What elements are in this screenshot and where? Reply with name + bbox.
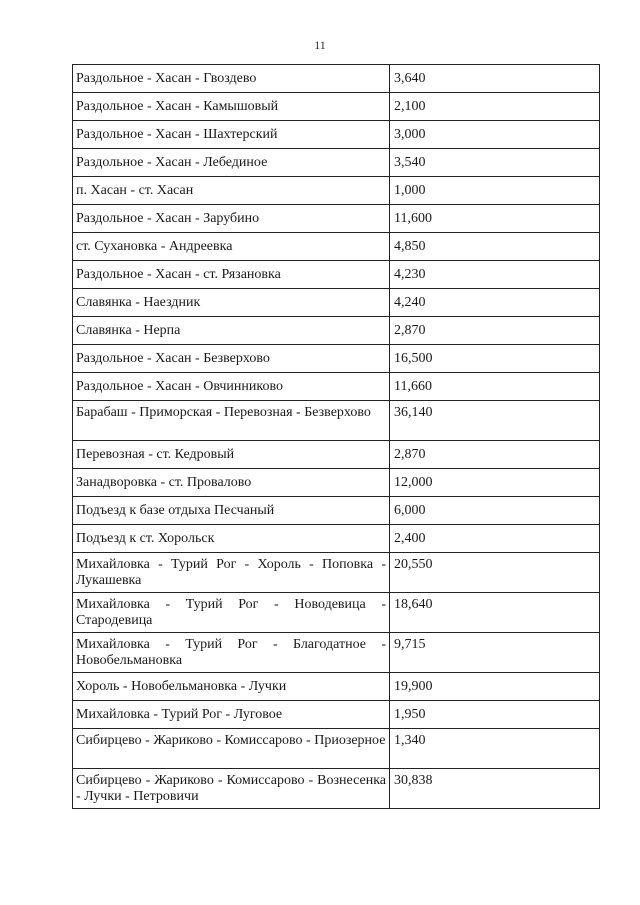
road-name-cell: п. Хасан - ст. Хасан — [73, 177, 390, 205]
road-name-cell: Перевозная - ст. Кедровый — [73, 441, 390, 469]
road-length-cell: 4,240 — [390, 289, 600, 317]
road-length-cell: 4,230 — [390, 261, 600, 289]
table-row — [73, 205, 600, 233]
road-length-cell: 19,900 — [390, 673, 600, 701]
road-length-cell: 18,640 — [390, 593, 600, 633]
road-name-cell: Подъезд к базе отдыха Песчаный — [73, 497, 390, 525]
table-row — [73, 497, 600, 525]
road-name-cell: Славянка - Наездник — [73, 289, 390, 317]
road-length-cell: 9,715 — [390, 633, 600, 673]
road-name-cell: Сибирцево - Жариково - Комиссарово - Приозерное — [73, 729, 390, 769]
road-length-cell: 12,000 — [390, 469, 600, 497]
road-name-cell: Барабаш - Приморская - Перевозная - Безверхово — [73, 401, 390, 441]
table-row — [73, 633, 600, 673]
table-row — [73, 673, 600, 701]
road-name-cell: Раздольное - Хасан - Камышовый — [73, 93, 390, 121]
road-name-cell: Сибирцево - Жариково - Комиссарово - Вознесенка - Лучки - Петровичи — [73, 769, 390, 809]
table-row — [73, 317, 600, 345]
road-length-cell: 1,340 — [390, 729, 600, 769]
table-row — [73, 441, 600, 469]
road-length-cell: 2,870 — [390, 441, 600, 469]
road-name-cell: Славянка - Нерпа — [73, 317, 390, 345]
road-length-cell: 11,660 — [390, 373, 600, 401]
road-length-cell: 3,640 — [390, 65, 600, 93]
road-name-cell: Подъезд к ст. Хорольск — [73, 525, 390, 553]
road-length-cell: 2,100 — [390, 93, 600, 121]
table-row — [73, 289, 600, 317]
road-name-cell: Раздольное - Хасан - Лебединое — [73, 149, 390, 177]
road-name-cell: Раздольное - Хасан - Овчинниково — [73, 373, 390, 401]
road-name-cell: Михайловка - Турий Рог - Благодатное - Новобельмановка — [73, 633, 390, 673]
road-length-cell: 36,140 — [390, 401, 600, 441]
road-name-cell: Раздольное - Хасан - Гвоздево — [73, 65, 390, 93]
road-length-cell: 2,870 — [390, 317, 600, 345]
page-number: 11 — [314, 38, 326, 52]
table-row — [73, 553, 600, 593]
road-length-cell: 3,000 — [390, 121, 600, 149]
road-length-cell: 6,000 — [390, 497, 600, 525]
road-name-cell: Михайловка - Турий Рог - Луговое — [73, 701, 390, 729]
road-name-cell: Хороль - Новобельмановка - Лучки — [73, 673, 390, 701]
table-row — [73, 177, 600, 205]
road-name-cell: Раздольное - Хасан - Зарубино — [73, 205, 390, 233]
road-name-cell: Михайловка - Турий Рог - Хороль - Поповка - Лукашевка — [73, 553, 390, 593]
table-row — [73, 729, 600, 769]
table-row — [73, 525, 600, 553]
table-row — [73, 65, 600, 93]
table-row — [73, 149, 600, 177]
road-length-cell: 2,400 — [390, 525, 600, 553]
roads-table — [72, 64, 600, 809]
table-row — [73, 593, 600, 633]
road-length-cell: 30,838 — [390, 769, 600, 809]
road-name-cell: ст. Сухановка - Андреевка — [73, 233, 390, 261]
road-length-cell: 16,500 — [390, 345, 600, 373]
road-name-cell: Раздольное - Хасан - Безверхово — [73, 345, 390, 373]
table-row — [73, 401, 600, 441]
table-row — [73, 261, 600, 289]
road-length-cell: 20,550 — [390, 553, 600, 593]
table-row — [73, 701, 600, 729]
road-length-cell: 3,540 — [390, 149, 600, 177]
road-length-cell: 1,000 — [390, 177, 600, 205]
table-row — [73, 121, 600, 149]
table-row — [73, 469, 600, 497]
road-name-cell: Михайловка - Турий Рог - Новодевица - Стародевица — [73, 593, 390, 633]
road-name-cell: Раздольное - Хасан - ст. Рязановка — [73, 261, 390, 289]
table-row — [73, 93, 600, 121]
road-name-cell: Раздольное - Хасан - Шахтерский — [73, 121, 390, 149]
table-row — [73, 233, 600, 261]
road-length-cell: 11,600 — [390, 205, 600, 233]
table-row — [73, 769, 600, 809]
road-length-cell: 1,950 — [390, 701, 600, 729]
table-row — [73, 373, 600, 401]
road-length-cell: 4,850 — [390, 233, 600, 261]
table-row — [73, 345, 600, 373]
road-name-cell: Занадворовка - ст. Провалово — [73, 469, 390, 497]
